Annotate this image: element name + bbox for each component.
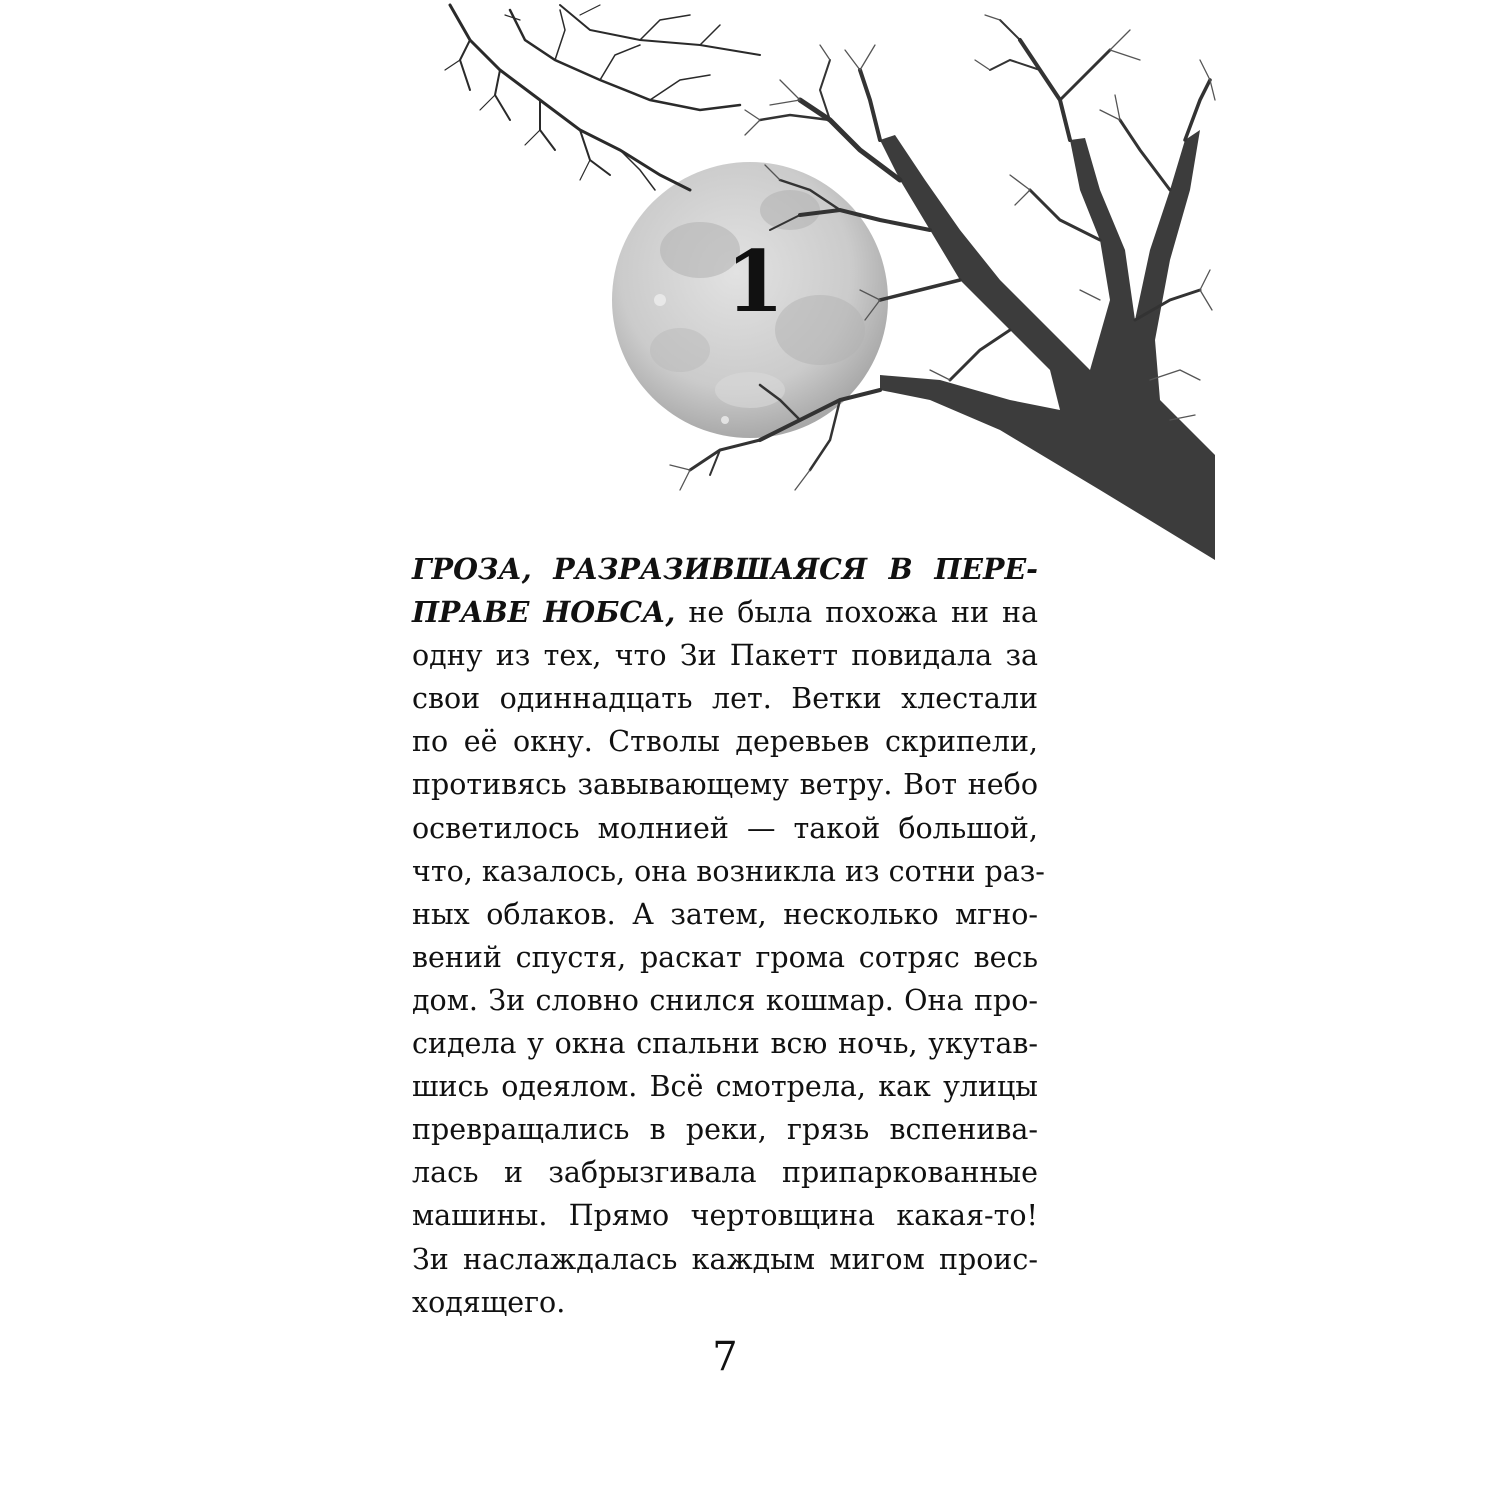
left-branches-icon — [445, 5, 760, 190]
text-line: свои одиннадцать лет. Ветки хлестали — [412, 682, 1038, 716]
text-line: Зи наслаждалась каждым мигом проис- — [412, 1242, 1038, 1276]
text-fragment: не была похожа ни на — [675, 596, 1038, 630]
text-line: шись одеялом. Всё смотрела, как улицы — [412, 1070, 1038, 1104]
text-line: что, казалось, она возникла из сотни раз- — [412, 854, 1045, 888]
text-line: машины. Прямо чертовщина какая-то! — [412, 1199, 1038, 1233]
text-line: осветилось молнией — такой большой, — [412, 811, 1038, 845]
text-line: вений спустя, раскат грома сотряс весь — [412, 940, 1038, 974]
text-line: превращались в реки, грязь вспенива- — [412, 1113, 1038, 1147]
text-line — [412, 591, 1038, 634]
page-number: 7 — [712, 1334, 738, 1380]
text-line: сидела у окна спальни всю ночь, укутав- — [412, 1027, 1038, 1061]
text-line: ходящего. — [412, 1285, 566, 1319]
lead-in-text: ГРОЗА, РАЗРАЗИВШАЯСЯ В ПЕРЕ- — [412, 552, 1038, 586]
chapter-body-text — [412, 548, 1045, 1324]
chapter-number: 1 — [725, 232, 785, 331]
moon-and-tree-icon — [400, 0, 1220, 570]
text-line — [412, 548, 1038, 591]
text-line: одну из тех, что Зи Пакетт повидала за — [412, 639, 1038, 673]
text-line: по её окну. Стволы деревьев скрипели, — [412, 725, 1038, 759]
text-line: лась и забрызгивала припаркованные — [412, 1156, 1038, 1190]
lead-in-text: ПРАВЕ НОБСА, — [412, 595, 676, 630]
text-line: ных облаков. А затем, несколько мгно- — [412, 897, 1038, 931]
text-line: дом. Зи словно снился кошмар. Она про- — [412, 983, 1038, 1017]
text-line: противясь завывающему ветру. Вот небо — [412, 768, 1038, 802]
